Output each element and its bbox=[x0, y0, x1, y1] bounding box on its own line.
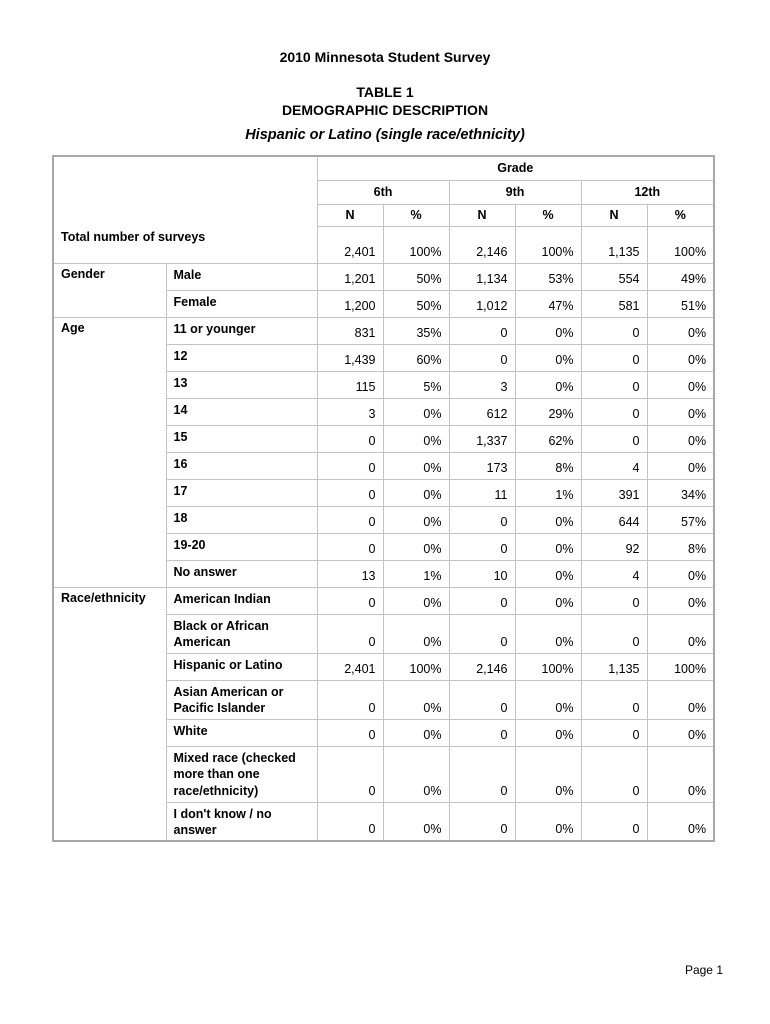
table-row bbox=[53, 317, 714, 344]
cell-value: 0% bbox=[515, 344, 581, 371]
cell-value: 0 bbox=[317, 680, 383, 719]
cell-value: 0% bbox=[515, 680, 581, 719]
grade-header-row bbox=[53, 156, 714, 180]
row-label: 14 bbox=[166, 398, 317, 425]
cell-value: 0% bbox=[383, 802, 449, 841]
total-value: 100% bbox=[383, 226, 449, 263]
cell-value: 0% bbox=[383, 398, 449, 425]
cell-value: 0 bbox=[449, 680, 515, 719]
cell-value: 0 bbox=[581, 398, 647, 425]
cell-value: 581 bbox=[581, 290, 647, 317]
row-label: 16 bbox=[166, 452, 317, 479]
grade-label: Grade bbox=[317, 156, 714, 180]
cell-value: 35% bbox=[383, 317, 449, 344]
cell-value: 100% bbox=[383, 653, 449, 680]
total-value: 100% bbox=[515, 226, 581, 263]
row-label: Male bbox=[166, 263, 317, 290]
table-row bbox=[53, 263, 714, 290]
cell-value: 34% bbox=[647, 479, 714, 506]
cell-value: 50% bbox=[383, 290, 449, 317]
cell-value: 1,134 bbox=[449, 263, 515, 290]
cell-value: 0% bbox=[647, 317, 714, 344]
grade-9th-header: 9th bbox=[449, 180, 581, 204]
table-subtitle: Hispanic or Latino (single race/ethnicity) bbox=[245, 127, 525, 143]
cell-value: 0 bbox=[581, 680, 647, 719]
cell-value: 92 bbox=[581, 533, 647, 560]
cell-value: 3 bbox=[449, 371, 515, 398]
category-label: Age bbox=[53, 317, 166, 587]
cell-value: 100% bbox=[647, 653, 714, 680]
cell-value: 831 bbox=[317, 317, 383, 344]
cell-value: 0% bbox=[383, 533, 449, 560]
total-value: 2,146 bbox=[449, 226, 515, 263]
cell-value: 0 bbox=[581, 614, 647, 653]
survey-title: 2010 Minnesota Student Survey bbox=[279, 49, 491, 65]
cell-value: 0% bbox=[647, 425, 714, 452]
total-value: 2,401 bbox=[317, 226, 383, 263]
row-label: No answer bbox=[166, 560, 317, 587]
cell-value: 115 bbox=[317, 371, 383, 398]
cell-value: 0 bbox=[581, 802, 647, 841]
cell-value: 1,439 bbox=[317, 344, 383, 371]
cell-value: 0 bbox=[317, 506, 383, 533]
grade-6th-header: 6th bbox=[317, 180, 449, 204]
cell-value: 0% bbox=[383, 680, 449, 719]
cell-value: 0% bbox=[515, 746, 581, 802]
row-label: Black or African American bbox=[166, 614, 317, 653]
cell-value: 0% bbox=[647, 614, 714, 653]
page-number: Page 1 bbox=[684, 963, 723, 977]
cell-value: 0 bbox=[581, 719, 647, 746]
cell-value: 1,200 bbox=[317, 290, 383, 317]
cell-value: 0 bbox=[449, 344, 515, 371]
row-label: 19-20 bbox=[166, 533, 317, 560]
row-label: 18 bbox=[166, 506, 317, 533]
cell-value: 0% bbox=[647, 371, 714, 398]
cell-value: 0 bbox=[449, 506, 515, 533]
cell-value: 4 bbox=[581, 452, 647, 479]
cell-value: 0% bbox=[383, 614, 449, 653]
cell-value: 0% bbox=[647, 719, 714, 746]
cell-value: 0% bbox=[383, 719, 449, 746]
cell-value: 62% bbox=[515, 425, 581, 452]
cell-value: 0% bbox=[515, 614, 581, 653]
category-label: Gender bbox=[53, 263, 166, 317]
cell-value: 5% bbox=[383, 371, 449, 398]
cell-value: 1% bbox=[515, 479, 581, 506]
cell-value: 554 bbox=[581, 263, 647, 290]
total-value: 1,135 bbox=[581, 226, 647, 263]
row-label: I don't know / no answer bbox=[166, 802, 317, 841]
cell-value: 50% bbox=[383, 263, 449, 290]
row-label: Hispanic or Latino bbox=[166, 653, 317, 680]
table-row bbox=[53, 587, 714, 614]
cell-value: 0% bbox=[383, 506, 449, 533]
cell-value: 391 bbox=[581, 479, 647, 506]
cell-value: 0% bbox=[647, 680, 714, 719]
cell-value: 0 bbox=[449, 533, 515, 560]
category-label: Race/ethnicity bbox=[53, 587, 166, 841]
cell-value: 0% bbox=[647, 344, 714, 371]
cell-value: 0 bbox=[317, 533, 383, 560]
cell-value: 2,146 bbox=[449, 653, 515, 680]
cell-value: 57% bbox=[647, 506, 714, 533]
row-label: 15 bbox=[166, 425, 317, 452]
cell-value: 0 bbox=[449, 317, 515, 344]
cell-value: 53% bbox=[515, 263, 581, 290]
cell-value: 29% bbox=[515, 398, 581, 425]
demographic-table bbox=[52, 155, 715, 842]
cell-value: 0% bbox=[383, 452, 449, 479]
cell-value: 1,012 bbox=[449, 290, 515, 317]
total-value: 100% bbox=[647, 226, 714, 263]
row-label: American Indian bbox=[166, 587, 317, 614]
cell-value: 0 bbox=[581, 587, 647, 614]
cell-value: 2,401 bbox=[317, 653, 383, 680]
cell-value: 49% bbox=[647, 263, 714, 290]
cell-value: 0% bbox=[647, 746, 714, 802]
cell-value: 0% bbox=[647, 802, 714, 841]
cell-value: 8% bbox=[647, 533, 714, 560]
stat-pct-header: % bbox=[647, 204, 714, 226]
cell-value: 0% bbox=[515, 317, 581, 344]
row-label: Female bbox=[166, 290, 317, 317]
cell-value: 0% bbox=[515, 587, 581, 614]
stat-n-header: N bbox=[449, 204, 515, 226]
row-label: 11 or younger bbox=[166, 317, 317, 344]
cell-value: 60% bbox=[383, 344, 449, 371]
cell-value: 0 bbox=[449, 614, 515, 653]
cell-value: 1,337 bbox=[449, 425, 515, 452]
cell-value: 100% bbox=[515, 653, 581, 680]
cell-value: 0 bbox=[449, 746, 515, 802]
cell-value: 612 bbox=[449, 398, 515, 425]
cell-value: 1,135 bbox=[581, 653, 647, 680]
cell-value: 0 bbox=[449, 587, 515, 614]
cell-value: 11 bbox=[449, 479, 515, 506]
total-row bbox=[53, 226, 714, 263]
cell-value: 0 bbox=[449, 719, 515, 746]
total-label: Total number of surveys bbox=[53, 226, 317, 263]
cell-value: 4 bbox=[581, 560, 647, 587]
cell-value: 0% bbox=[515, 560, 581, 587]
cell-value: 0% bbox=[515, 533, 581, 560]
row-label: Asian American or Pacific Islander bbox=[166, 680, 317, 719]
cell-value: 0 bbox=[449, 802, 515, 841]
cell-value: 0% bbox=[647, 587, 714, 614]
cell-value: 0 bbox=[581, 317, 647, 344]
grade-12th-header: 12th bbox=[581, 180, 714, 204]
cell-value: 0 bbox=[317, 425, 383, 452]
stat-pct-header: % bbox=[515, 204, 581, 226]
cell-value: 0% bbox=[383, 425, 449, 452]
header-blank-cell bbox=[53, 156, 317, 226]
cell-value: 0 bbox=[317, 479, 383, 506]
cell-value: 8% bbox=[515, 452, 581, 479]
cell-value: 0% bbox=[515, 802, 581, 841]
cell-value: 47% bbox=[515, 290, 581, 317]
cell-value: 10 bbox=[449, 560, 515, 587]
row-label: 13 bbox=[166, 371, 317, 398]
cell-value: 0 bbox=[317, 746, 383, 802]
stat-n-header: N bbox=[317, 204, 383, 226]
cell-value: 3 bbox=[317, 398, 383, 425]
cell-value: 51% bbox=[647, 290, 714, 317]
cell-value: 0 bbox=[581, 746, 647, 802]
cell-value: 0% bbox=[647, 560, 714, 587]
cell-value: 0 bbox=[317, 587, 383, 614]
cell-value: 0 bbox=[581, 344, 647, 371]
table-title: DEMOGRAPHIC DESCRIPTION bbox=[281, 102, 489, 118]
cell-value: 0% bbox=[647, 398, 714, 425]
cell-value: 0% bbox=[515, 506, 581, 533]
cell-value: 1% bbox=[383, 560, 449, 587]
cell-value: 0 bbox=[581, 371, 647, 398]
cell-value: 0% bbox=[647, 452, 714, 479]
cell-value: 0% bbox=[383, 587, 449, 614]
cell-value: 0 bbox=[317, 719, 383, 746]
stat-n-header: N bbox=[581, 204, 647, 226]
cell-value: 0% bbox=[383, 479, 449, 506]
cell-value: 0 bbox=[581, 425, 647, 452]
cell-value: 0 bbox=[317, 452, 383, 479]
cell-value: 0 bbox=[317, 614, 383, 653]
cell-value: 0% bbox=[515, 719, 581, 746]
stat-pct-header: % bbox=[383, 204, 449, 226]
cell-value: 0 bbox=[317, 802, 383, 841]
row-label: Mixed race (checked more than one race/ethnicity) bbox=[166, 746, 317, 802]
row-label: 17 bbox=[166, 479, 317, 506]
cell-value: 0% bbox=[515, 371, 581, 398]
cell-value: 644 bbox=[581, 506, 647, 533]
cell-value: 0% bbox=[383, 746, 449, 802]
row-label: 12 bbox=[166, 344, 317, 371]
cell-value: 13 bbox=[317, 560, 383, 587]
table-number: TABLE 1 bbox=[356, 84, 414, 100]
cell-value: 1,201 bbox=[317, 263, 383, 290]
cell-value: 173 bbox=[449, 452, 515, 479]
row-label: White bbox=[166, 719, 317, 746]
